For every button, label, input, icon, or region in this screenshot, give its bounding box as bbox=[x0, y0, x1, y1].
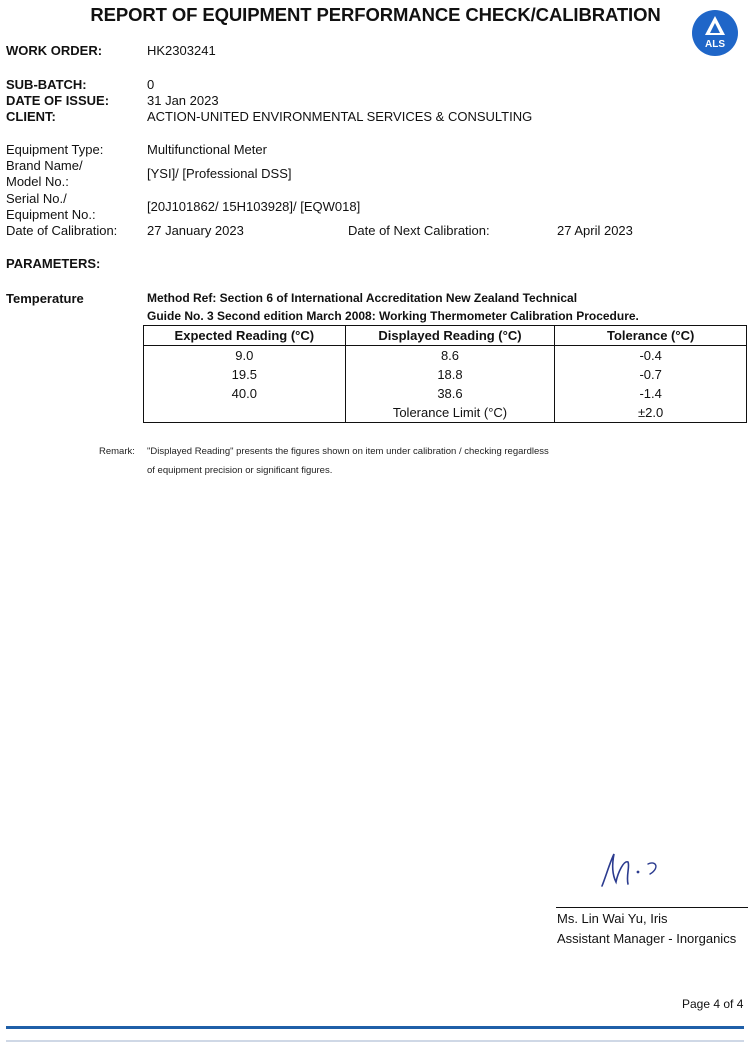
remark-line-1: "Displayed Reading" presents the figures shown on item under calibration / checking regardless bbox=[147, 446, 549, 457]
table-header-row bbox=[144, 326, 747, 346]
next-calibration-value: 27 April 2023 bbox=[557, 223, 633, 238]
remark-label: Remark: bbox=[99, 446, 135, 457]
displayed-reading-cell: 18.8 bbox=[345, 365, 555, 384]
displayed-reading-cell: 38.6 bbox=[345, 384, 555, 403]
signatory-name: Ms. Lin Wai Yu, Iris bbox=[557, 911, 668, 926]
tolerance-cell: -0.7 bbox=[555, 365, 747, 384]
calibration-table bbox=[143, 325, 747, 423]
equipment-type-label: Equipment Type: bbox=[6, 142, 104, 157]
client-value: ACTION-UNITED ENVIRONMENTAL SERVICES & CONSULTING bbox=[147, 109, 533, 124]
work-order-value: HK2303241 bbox=[147, 43, 216, 58]
handwritten-signature bbox=[598, 848, 678, 892]
equipment-type-value: Multifunctional Meter bbox=[147, 142, 267, 157]
displayed-reading-header: Displayed Reading (°C) bbox=[345, 326, 555, 346]
date-of-issue-label: DATE OF ISSUE: bbox=[6, 93, 110, 108]
table-row bbox=[144, 365, 747, 384]
report-title: REPORT OF EQUIPMENT PERFORMANCE CHECK/CALIBRATION bbox=[90, 4, 661, 25]
als-logo bbox=[686, 9, 744, 59]
tolerance-header: Tolerance (°C) bbox=[555, 326, 747, 346]
expected-reading-header: Expected Reading (°C) bbox=[144, 326, 346, 346]
brand-model-value: [YSI]/ [Professional DSS] bbox=[147, 166, 292, 181]
expected-reading-cell: 40.0 bbox=[144, 384, 346, 403]
remark-line-2: of equipment precision or significant figures. bbox=[147, 465, 333, 476]
equipment-no-label: Equipment No.: bbox=[6, 207, 96, 222]
work-order-label: WORK ORDER: bbox=[6, 43, 103, 58]
footer-divider-light bbox=[6, 1040, 744, 1042]
temperature-label: Temperature bbox=[6, 291, 84, 306]
model-no-label: Model No.: bbox=[6, 174, 69, 189]
expected-reading-cell: 19.5 bbox=[144, 365, 346, 384]
table-row bbox=[144, 384, 747, 403]
sub-batch-value: 0 bbox=[147, 77, 155, 92]
expected-reading-cell: 9.0 bbox=[144, 346, 346, 366]
sub-batch-label: SUB-BATCH: bbox=[6, 77, 87, 92]
tolerance-limit-row bbox=[144, 403, 747, 423]
table-row bbox=[144, 346, 747, 366]
parameters-heading: PARAMETERS: bbox=[6, 256, 101, 271]
logo-text: ALS bbox=[705, 39, 725, 50]
empty-cell bbox=[144, 403, 346, 423]
tolerance-cell: -0.4 bbox=[555, 346, 747, 366]
date-of-issue-value: 31 Jan 2023 bbox=[147, 93, 219, 108]
displayed-reading-cell: 8.6 bbox=[345, 346, 555, 366]
calibration-date-value: 27 January 2023 bbox=[147, 223, 244, 238]
tolerance-limit-label: Tolerance Limit (°C) bbox=[345, 403, 555, 423]
next-calibration-label: Date of Next Calibration: bbox=[348, 223, 490, 238]
page-number: Page 4 of 4 bbox=[682, 997, 744, 1011]
brand-name-label: Brand Name/ bbox=[6, 158, 83, 173]
client-label: CLIENT: bbox=[6, 109, 56, 124]
signature-line bbox=[556, 907, 748, 908]
signatory-position: Assistant Manager - Inorganics bbox=[557, 931, 737, 946]
method-reference-line-2: Guide No. 3 Second edition March 2008: Working Thermometer Calibration Procedure. bbox=[147, 309, 639, 323]
footer-divider bbox=[6, 1026, 744, 1029]
calibration-date-label: Date of Calibration: bbox=[6, 223, 118, 238]
serial-no-label: Serial No./ bbox=[6, 191, 67, 206]
tolerance-limit-value: ±2.0 bbox=[555, 403, 747, 423]
tolerance-cell: -1.4 bbox=[555, 384, 747, 403]
method-reference-line-1: Method Ref: Section 6 of International Accreditation New Zealand Technical bbox=[147, 291, 578, 305]
serial-equipment-value: [20J101862/ 15H103928]/ [EQW018] bbox=[147, 199, 361, 214]
